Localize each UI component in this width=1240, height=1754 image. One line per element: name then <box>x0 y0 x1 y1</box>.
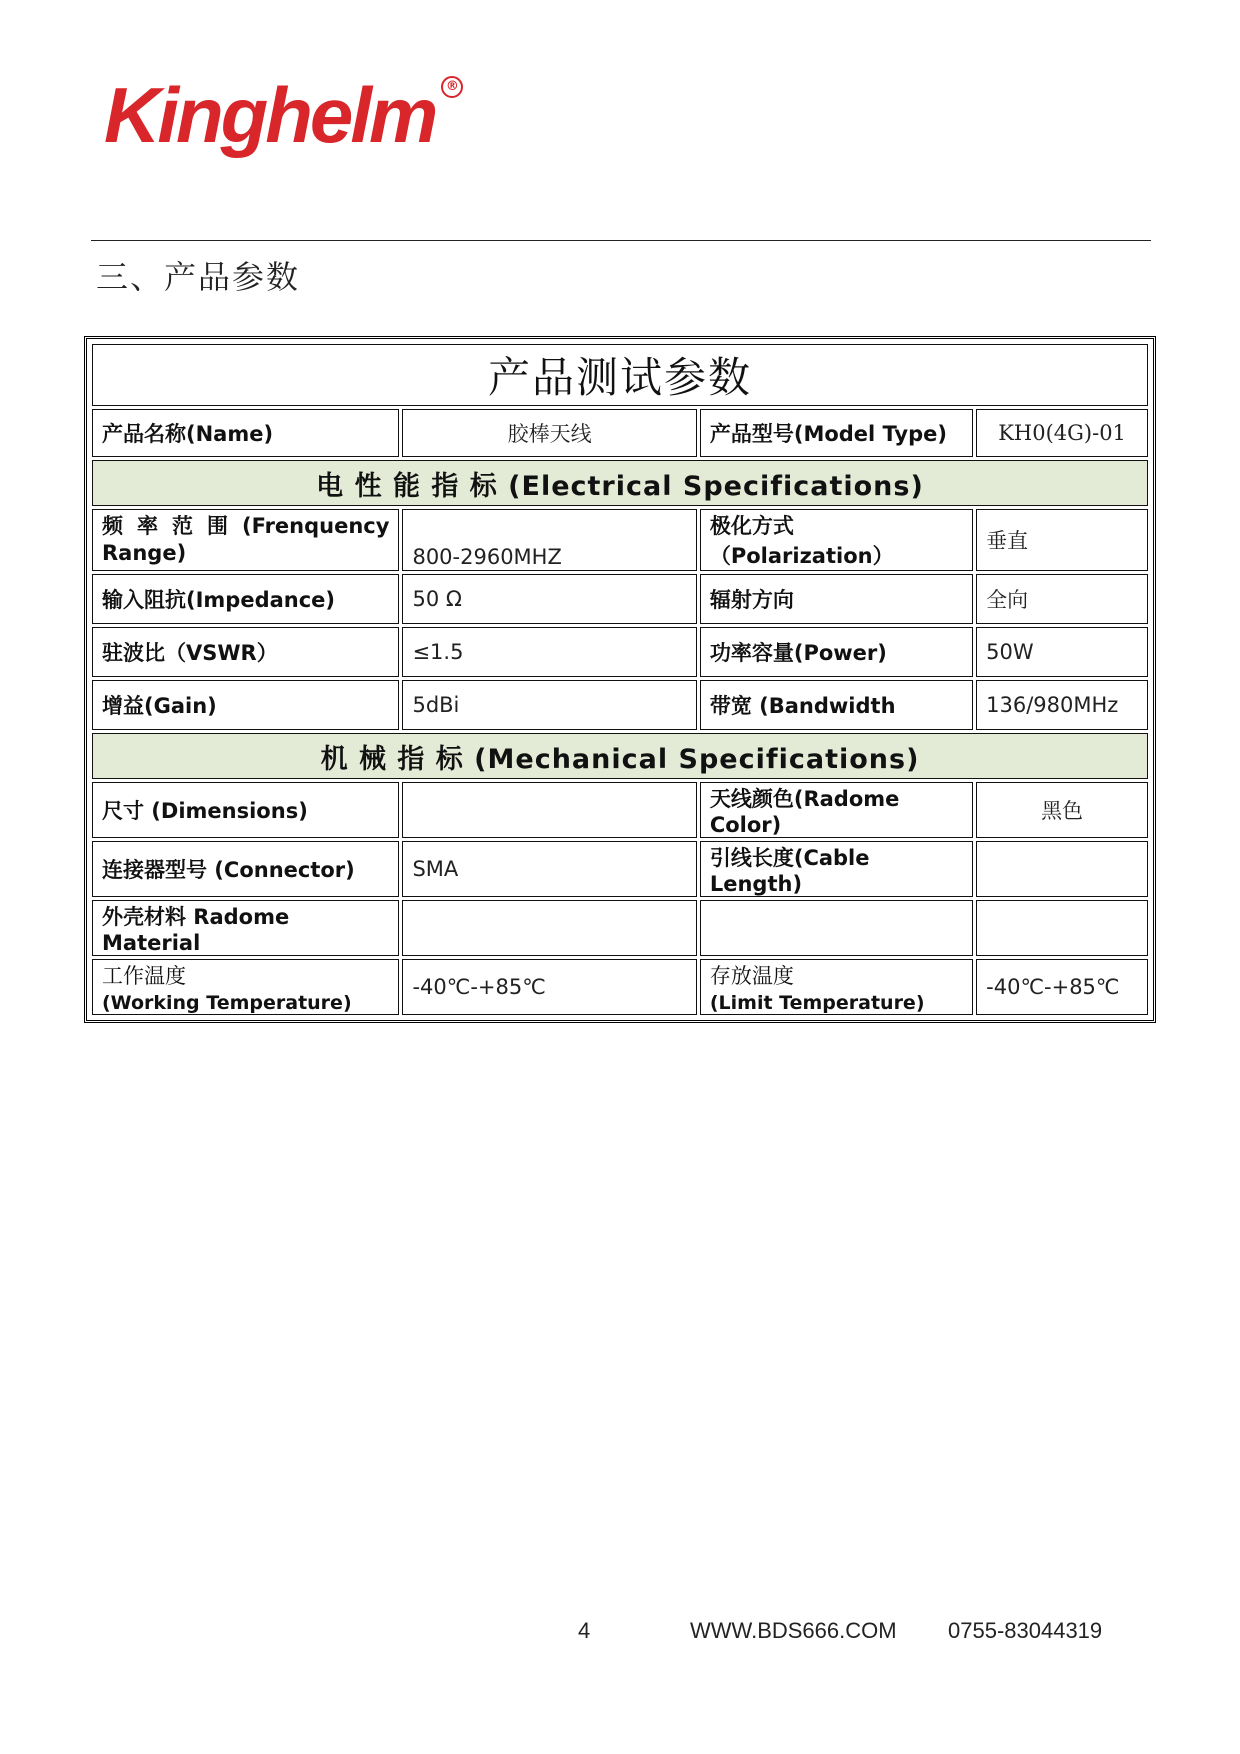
polarization-value: 垂直 <box>976 509 1148 571</box>
dimensions-value <box>402 782 696 838</box>
material-value <box>402 900 696 956</box>
connector-value: SMA <box>402 841 696 897</box>
page-number: 4 <box>578 1618 591 1643</box>
name-label: 产品名称(Name) <box>92 409 399 457</box>
logo-wordmark: Kinghelm <box>104 71 436 159</box>
working-temp-value: -40℃-+85℃ <box>402 959 696 1015</box>
limit-temp-value: -40℃-+85℃ <box>976 959 1148 1015</box>
registered-mark-icon: ® <box>441 76 463 98</box>
dimensions-label: 尺寸 (Dimensions) <box>92 782 399 838</box>
radome-color-value: 黑色 <box>976 782 1148 838</box>
power-value: 50W <box>976 627 1148 677</box>
material-label: 外壳材料 Radome Material <box>92 900 399 956</box>
kinghelm-logo <box>104 70 459 160</box>
vswr-value: ≤1.5 <box>402 627 696 677</box>
spec-table <box>84 336 1156 1023</box>
limit-temp-label <box>700 959 973 1015</box>
section-heading: 三、产品参数 <box>96 258 301 296</box>
mechanical-band: 机 械 指 标 (Mechanical Specifications) <box>92 733 1148 779</box>
model-value: KH0(4G)-01 <box>976 409 1148 457</box>
power-label: 功率容量(Power) <box>700 627 973 677</box>
footer-website: WWW.BDS666.COM <box>690 1618 897 1643</box>
electrical-band: 电 性 能 指 标 (Electrical Specifications) <box>92 460 1148 506</box>
radiation-label: 辐射方向 <box>700 574 973 624</box>
header-divider <box>91 240 1151 241</box>
empty-cell <box>976 900 1148 956</box>
gain-label: 增益(Gain) <box>92 680 399 730</box>
frequency-label: 频 率 范 围 (Frenquency Range) <box>92 509 399 571</box>
limit-temp-label-cn: 存放温度 <box>709 964 794 988</box>
radiation-value: 全向 <box>976 574 1148 624</box>
empty-cell <box>700 900 973 956</box>
polarization-label: 极化方式 （Polarization） <box>700 509 973 571</box>
radome-color-label: 天线颜色(Radome Color) <box>700 782 973 838</box>
working-temp-label-en: (Working Temperature) <box>102 992 352 1014</box>
connector-label: 连接器型号 (Connector) <box>92 841 399 897</box>
frequency-value: 800-2960MHZ <box>402 509 696 571</box>
vswr-label: 驻波比（VSWR） <box>92 627 399 677</box>
bandwidth-label: 带宽 (Bandwidth <box>700 680 973 730</box>
footer-phone: 0755-83044319 <box>948 1618 1103 1643</box>
table-title: 产品测试参数 <box>92 344 1148 406</box>
bandwidth-value: 136/980MHz <box>976 680 1148 730</box>
model-label: 产品型号(Model Type) <box>700 409 973 457</box>
working-temp-label-cn: 工作温度 <box>102 964 186 988</box>
impedance-value: 50 Ω <box>402 574 696 624</box>
cable-length-label: 引线长度(Cable Length) <box>700 841 973 897</box>
gain-value: 5dBi <box>402 680 696 730</box>
limit-temp-label-en: (Limit Temperature) <box>709 992 925 1014</box>
cable-length-value <box>976 841 1148 897</box>
impedance-label: 输入阻抗(Impedance) <box>92 574 399 624</box>
working-temp-label <box>92 959 399 1015</box>
name-value: 胶棒天线 <box>402 409 696 457</box>
